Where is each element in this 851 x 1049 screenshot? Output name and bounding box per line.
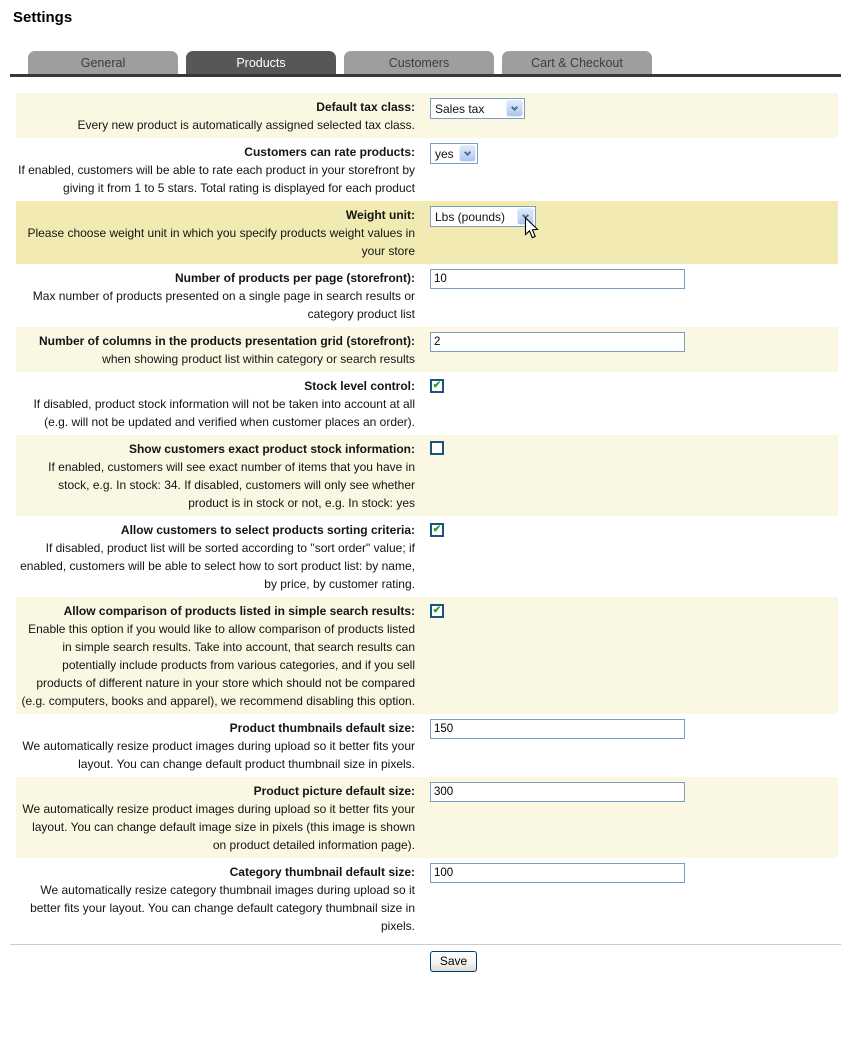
setting-label: Product thumbnails default size: [229,721,415,735]
settings-row-category-thumbnail-default-size [16,858,838,939]
settings-row-product-picture-default-size [16,777,838,858]
tab-label: General [80,56,126,70]
settings-row-stock-level-control [16,372,838,435]
text-input[interactable] [430,332,685,352]
settings-page [0,9,851,1049]
dropdown-select[interactable] [430,98,525,119]
setting-label: Category thumbnail default size: [229,865,415,879]
setting-description: We automatically resize product images during upload so it better fits your layout. You can change default product thumbnail size in pixels. [22,739,415,771]
save-row [0,945,851,972]
setting-description: Please choose weight unit in which you specify products weight values in your store [27,226,415,258]
page-title: Settings [13,9,73,26]
setting-control [415,519,444,593]
setting-description: Max number of products presented on a single page in search results or category product list [32,289,415,321]
setting-description: when showing product list within category or search results [102,352,415,366]
setting-control [415,438,444,512]
chevron-down-icon[interactable] [506,100,523,117]
tab-cart-checkout[interactable] [502,51,652,74]
setting-label: Default tax class: [316,100,415,114]
tab-customers[interactable] [344,51,494,74]
setting-control [415,141,478,197]
setting-control [415,204,536,260]
settings-row-number-of-products-per-page-storefront [16,264,838,327]
settings-row-allow-customers-to-select-products-sorting-criteria [16,516,838,597]
text-input[interactable] [430,719,685,739]
setting-description: If enabled, customers will be able to rate each product in your storefront by giving it from 1 to 5 stars. Total rating is displayed for each product [18,163,415,195]
settings-row-weight-unit [16,201,838,264]
setting-label: Weight unit: [345,208,415,222]
tab-bar [10,51,841,77]
setting-description: Enable this option if you would like to allow comparison of products listed in simple search results. Take into account, that search results can potentially include products from various categories, and if you sell products of different nature in your store which should not be compared (e.g. computers, books and apparel), we recommend disabling this option. [21,622,415,708]
chevron-down-icon[interactable] [517,208,534,225]
dropdown-selected-value: Lbs (pounds) [435,209,506,224]
setting-label: Number of columns in the products presentation grid (storefront): [38,334,415,348]
tab-label: Customers [388,56,450,70]
setting-label: Customers can rate products: [244,145,415,159]
dropdown-selected-value: Sales tax [435,101,485,116]
dropdown-selected-value: yes [435,146,454,161]
text-input[interactable] [430,782,685,802]
checkbox[interactable] [430,379,444,393]
setting-control [415,861,685,935]
setting-description: We automatically resize category thumbnail images during upload so it better fits your layout. You can change default category thumbnail size in pixels. [30,883,415,933]
checkmark-icon: ✔ [432,605,442,616]
setting-control [415,375,444,431]
settings-rows [16,93,838,939]
setting-control [415,96,525,134]
save-button[interactable]: Save [430,951,477,972]
tab-products[interactable] [186,51,336,74]
setting-description: Every new product is automatically assigned selected tax class. [77,118,415,132]
setting-control [415,780,685,854]
tab-general[interactable] [28,51,178,74]
tab-label: Cart & Checkout [531,56,623,70]
settings-row-show-customers-exact-product-stock-information [16,435,838,516]
settings-row-product-thumbnails-default-size [16,714,838,777]
setting-description: We automatically resize product images during upload so it better fits your layout. You can change default image size in pixels (this image is shown on product detailed information page). [22,802,415,852]
checkmark-icon: ✔ [432,380,442,391]
setting-control [415,600,444,710]
settings-row-customers-can-rate-products [16,138,838,201]
setting-label: Allow customers to select products sorting criteria: [120,523,415,537]
setting-label: Allow comparison of products listed in simple search results: [63,604,415,618]
setting-label: Number of products per page (storefront): [174,271,415,285]
dropdown-select[interactable] [430,143,478,164]
setting-control [415,330,685,368]
setting-label: Show customers exact product stock information: [128,442,415,456]
text-input[interactable] [430,269,685,289]
setting-control [415,717,685,773]
setting-control [415,267,685,323]
chevron-down-icon[interactable] [459,145,476,162]
tab-label: Products [236,56,286,70]
text-input[interactable] [430,863,685,883]
checkbox[interactable] [430,441,444,455]
settings-row-allow-comparison-of-products-listed-in-simple-search-results [16,597,838,714]
checkmark-icon: ✔ [432,524,442,535]
checkbox[interactable] [430,604,444,618]
setting-description: If disabled, product list will be sorted according to "sort order" value; if enabled, customers will be able to select how to sort product list: by name, by price, by customer rating. [20,541,415,591]
checkbox[interactable] [430,523,444,537]
setting-label: Product picture default size: [253,784,415,798]
setting-description: If enabled, customers will see exact number of items that you have in stock, e.g. In stock: 34. If disabled, customers will only see whether product is in stock or not, e.g. In stock: yes [48,460,415,510]
dropdown-select[interactable] [430,206,536,227]
settings-row-default-tax-class [16,93,838,138]
setting-description: If disabled, product stock information will not be taken into account at all (e.g. will not be updated and verified when customer places an order). [33,397,415,429]
setting-label: Stock level control: [304,379,415,393]
settings-row-number-of-columns-in-the-products-presentation-grid-storefront [16,327,838,372]
